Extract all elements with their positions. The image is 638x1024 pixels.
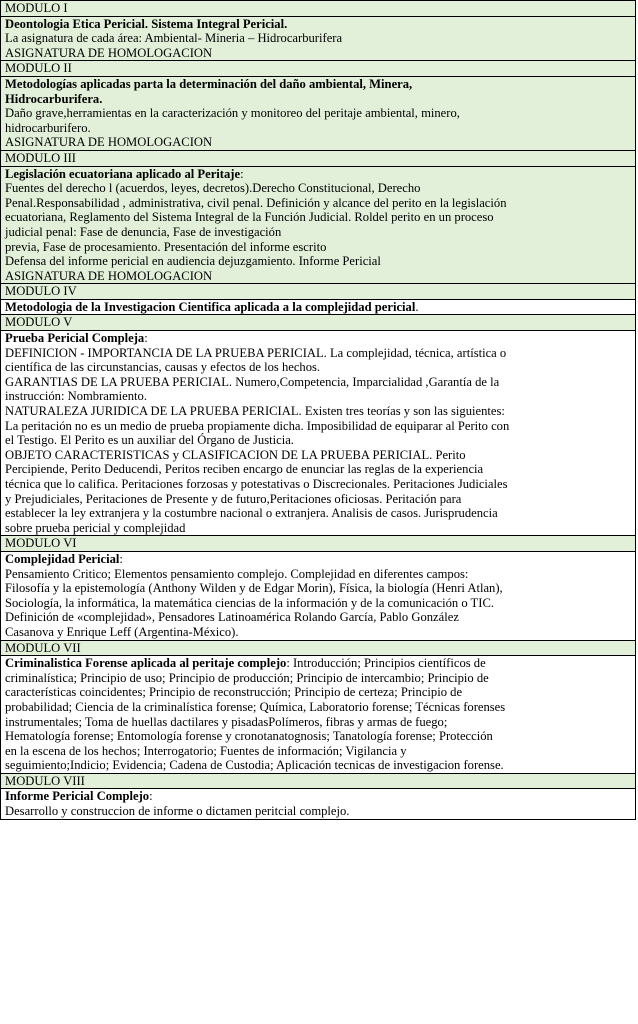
content-line [5,121,632,136]
content-line [5,240,632,255]
content-line [5,135,632,150]
content-text: NATURALEZA JURIDICA DE LA PRUEBA PERICIAL. Existen tres teorías y son las siguientes: [5,404,505,419]
content-text: GARANTIAS DE LA PRUEBA PERICIAL. Numero,Competencia, Imparcialidad ,Garantía de la [5,374,500,389]
content-text: : Introducción; Principios científicos de [286,656,486,671]
module-header [1,536,635,552]
content-text: La asignatura de cada área: Ambiental- Mineria – Hidrocarburifera [5,31,343,46]
content-text: establecer la ley extranjera y la costumbre nacional o extranjera. Analisis de casos. Jurisprudencia [5,506,498,521]
content-text: : [149,789,153,804]
content-text: Hematología forense; Entomología forense y cronotanatognosis; Tanatología forense; Protección [5,729,493,744]
content-text: científica de las circunstancias, causas y efectos de los hechos. [5,360,321,375]
content-text: ASIGNATURA DE HOMOLOGACION [5,45,213,60]
module-header [1,1,635,17]
content-line [5,477,632,492]
content-text: : [144,331,148,346]
content-line [5,625,632,640]
content-line [5,181,632,196]
content-text: Penal.Responsabilidad , administrativa, civil penal. Definición y alcance del perito en la legislación [5,195,507,210]
content-line [5,758,632,773]
module-header [1,315,635,331]
module-header [1,641,635,657]
content-line [5,567,632,582]
module-title: Criminalistica Forense aplicada al peritaje complejo [5,656,287,671]
content-line [5,196,632,211]
content-text: La peritación no es un medio de prueba propiamente dicha. Imposibilidad de equiparar al Perito con [5,418,510,433]
content-text: características coincidentes; Principio de reconstrucción; Principio de certeza; Principio de [5,685,463,700]
content-line [5,254,632,269]
module-header-label: MODULO II [5,61,72,76]
content-line [5,715,632,730]
content-text: Fuentes del derecho l (acuerdos, leyes, decretos).Derecho Constitucional, Derecho [5,181,421,196]
module-header-label: MODULO VI [5,536,77,551]
content-line [5,300,632,315]
content-line [5,346,632,361]
module-content [1,552,635,641]
content-text: . [415,299,419,314]
module-header-label: MODULO I [5,1,68,15]
module-title: Metodologia de la Investigacion Cientifica aplicada a la complejidad pericial [5,299,416,314]
content-line [5,804,632,819]
module-title: Legislación ecuatoriana aplicado al Peritaje [5,166,241,181]
content-line [5,552,632,567]
content-text: Casanova y Enrique Leff (Argentina-México). [5,624,239,639]
content-text: seguimiento;Indicio; Evidencia; Cadena de Custodia; Aplicación tecnicas de investigacion forense. [5,758,504,773]
content-line [5,404,632,419]
content-text: probabilidad; Ciencia de la criminalística forense; Química, Laboratorio forense; Técnicas forenses [5,699,506,714]
module-header [1,774,635,790]
content-line [5,448,632,463]
module-content [1,656,635,774]
module-header-label: MODULO VIII [5,773,85,788]
content-line [5,167,632,182]
content-line [5,360,632,375]
module-content [1,300,635,316]
content-text: Defensa del informe pericial en audiencia dejuzgamiento. Informe Pericial [5,254,381,269]
content-line [5,389,632,404]
content-text: criminalística; Principio de uso; Principio de producción; Principio de intercambio; Principio de [5,670,489,685]
content-line [5,700,632,715]
content-text: técnica que lo califica. Peritaciones forzosas y potestativas o Discrecionales. Peritaciones Judiciales [5,477,508,491]
content-line [5,433,632,448]
module-header [1,284,635,300]
content-line [5,77,632,92]
content-line [5,656,632,671]
content-line [5,92,632,107]
module-title: Hidrocarburifera. [5,91,103,106]
module-title: Complejidad Pericial [5,551,120,566]
content-text: DEFINICION - IMPORTANCIA DE LA PRUEBA PERICIAL. La complejidad, técnica, artística o [5,345,507,360]
content-line [5,492,632,507]
content-text: y Prejudiciales, Peritaciones de Presente y de futuro,Peritaciones oficiosas. Peritación para [5,491,462,506]
module-content [1,77,635,151]
content-line [5,269,632,284]
content-line [5,581,632,596]
module-header [1,151,635,167]
content-line [5,521,632,536]
content-line [5,375,632,390]
content-line [5,685,632,700]
content-text: el Testigo. El Perito es un auxiliar del Órgano de Justicia. [5,433,294,448]
content-line [5,671,632,686]
content-line [5,789,632,804]
content-text: Sociología, la informática, la matemática ciencias de la información y de la comunicación o TIC. [5,595,494,610]
content-text: ecuatoriana, Reglamento del Sistema Integral de la Función Judicial. Roldel perito en un proceso [5,210,494,225]
content-line [5,17,632,32]
content-text: Definición de «complejidad», Pensadores Latinoamérica Rolando García, Pablo González [5,610,459,625]
content-text: en la escena de los hechos; Interrogatorio; Fuentes de información; Vigilancia y [5,743,407,758]
content-line [5,106,632,121]
content-text: hidrocarburifero. [5,120,91,135]
content-text: Filosofía y la epistemología (Anthony Wilden y de Edgar Morin), Física, la biología (Henri Atlan), [5,581,503,596]
content-text: previa, Fase de procesamiento. Presentación del informe escrito [5,239,327,254]
content-text: instrucción: Nombramiento. [5,389,147,404]
module-header-label: MODULO VII [5,640,81,655]
content-text: Percipiende, Perito Deducendi, Peritos reciben encargo de enunciar las reglas de la experiencia [5,462,484,477]
content-text: Desarrollo y construccion de informe o dictamen peritcial complejo. [5,804,350,819]
content-line [5,46,632,61]
content-text: : [240,166,244,181]
module-title: Prueba Pericial Compleja [5,331,145,346]
module-content [1,331,635,536]
content-text: judicial penal: Fase de denuncia, Fase de investigación [5,224,282,239]
content-text: ASIGNATURA DE HOMOLOGACION [5,135,213,150]
content-line [5,744,632,759]
module-header-label: MODULO V [5,315,73,330]
content-line [5,31,632,46]
content-line [5,729,632,744]
content-line [5,419,632,434]
content-text: sobre prueba pericial y complejidad [5,520,186,535]
module-content [1,789,635,819]
content-text: Daño grave,herramientas en la caracterización y monitoreo del peritaje ambiental, minero, [5,106,460,121]
module-content [1,167,635,285]
content-text: Pensamiento Critico; Elementos pensamiento complejo. Complejidad en diferentes campos: [5,566,469,581]
module-header [1,61,635,77]
module-title: Deontologia Etica Pericial. Sistema Integral Pericial. [5,16,288,31]
content-line [5,506,632,521]
content-text: OBJETO CARACTERISTICAS y CLASIFICACION DE LA PRUEBA PERICIAL. Perito [5,447,466,462]
module-header-label: MODULO III [5,150,76,165]
content-text: instrumentales; Toma de huellas dactilares y pisadasPolímeros, fibras y armas de fuego; [5,714,448,729]
content-text: : [119,551,123,566]
content-text: ASIGNATURA DE HOMOLOGACION [5,268,213,283]
module-title: Informe Pericial Complejo [5,789,150,804]
module-content [1,17,635,62]
content-line [5,462,632,477]
content-line [5,596,632,611]
module-header-label: MODULO IV [5,284,77,299]
content-line [5,610,632,625]
content-line [5,225,632,240]
module-title: Metodologías aplicadas parta la determinación del daño ambiental, Minera, [5,76,413,91]
content-line [5,210,632,225]
content-line [5,331,632,346]
